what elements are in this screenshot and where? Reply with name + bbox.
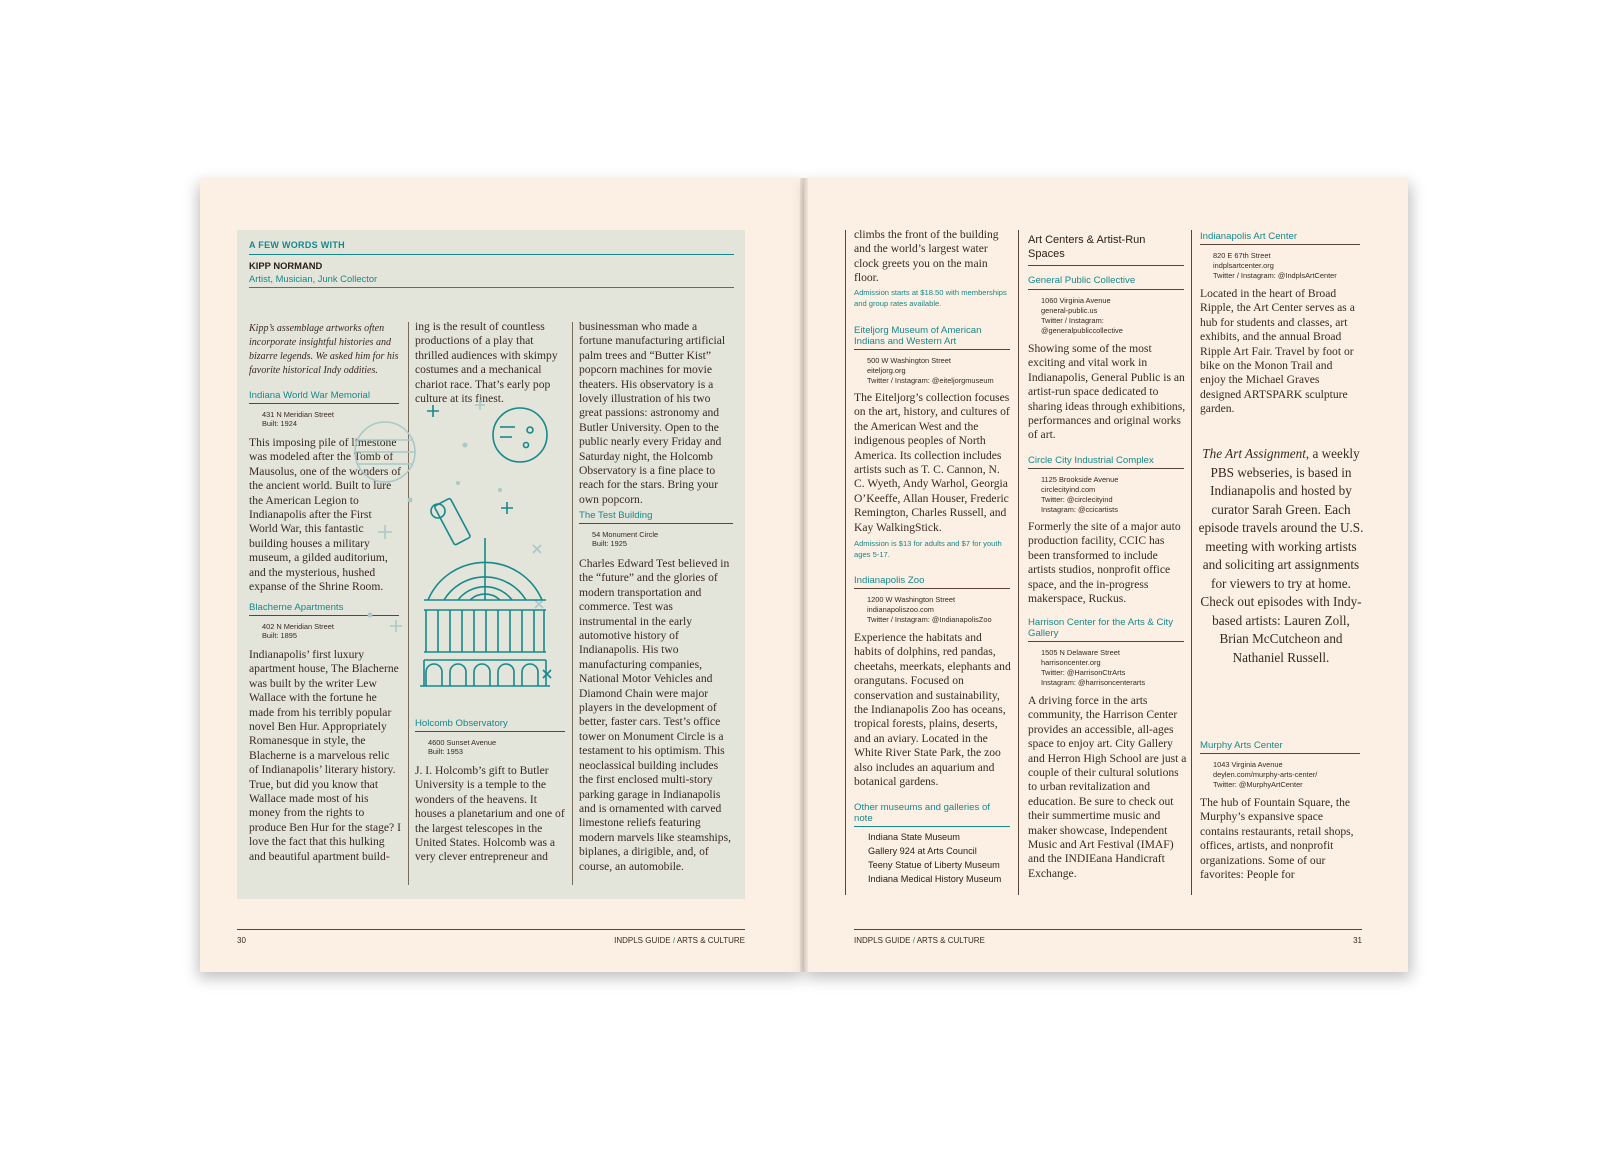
entry-built: Built: 1925 bbox=[592, 539, 627, 548]
venue-twitter: Twitter: @HarrisonCtrArts bbox=[1041, 668, 1126, 677]
column-3-continued-text: businessman who made a fortune manufacturing artificial palm trees and “Butter Kist” popcorn machines for movie theaters. His observatory is a lovely illustration of his two great passions: astronomy and Butler University. Open to the public nearly every Friday and Saturday night, the Holcomb Observatory is a fine place to reach for the stars. Bring your own popcorn. bbox=[579, 320, 726, 506]
venue-social: Twitter / Instagram: @eiteljorgmuseum bbox=[867, 376, 994, 385]
venue-address: 1200 W Washington Street bbox=[867, 595, 956, 604]
column-rule bbox=[1018, 230, 1019, 895]
venue-instagram: Instagram: @harrisoncenterarts bbox=[1041, 678, 1146, 687]
running-footer bbox=[854, 936, 985, 945]
venue-info bbox=[867, 356, 994, 386]
venue-rule bbox=[1200, 244, 1360, 245]
venue-text: Showing some of the most exciting and vital work in Indianapolis, General Public is an artist-run space dedicated to sharing ideas through exhibitions, performances and original works of art. bbox=[1028, 342, 1186, 442]
running-footer-section: ARTS & CULTURE bbox=[916, 936, 985, 945]
venue-title: Circle City Industrial Complex bbox=[1028, 455, 1154, 466]
entry-built: Built: 1924 bbox=[262, 419, 297, 428]
entry-text: Charles Edward Test believed in the “future” and the glories of modern transportation and commerce. Test was instrumental in the early automotive history of Indianapolis. His two manufacturing companies, National Motor Vehicles and Diamond Chain were major players in the development of better, faster cars. Test’s office tower on Monument Circle is a testament to his optimism. This neoclassical building includes the first enclosed multi-story parking garage in Indianapolis and is ornamented with carved limestone reliefs featuring modern marvels like steamships, biplanes, a dirigible, and, of course, an automobile. bbox=[579, 557, 731, 873]
venue-title: Eiteljorg Museum of American Indians and Western Art bbox=[854, 325, 982, 347]
venue-rule bbox=[1200, 753, 1360, 754]
entry-title: Holcomb Observatory bbox=[415, 718, 508, 729]
list-item: Indiana Medical History Museum bbox=[868, 874, 1002, 884]
venue-rule bbox=[1028, 289, 1184, 290]
page-number: 31 bbox=[1353, 936, 1362, 945]
book-gutter bbox=[800, 178, 808, 972]
venue-address: 820 E 67th Street bbox=[1213, 251, 1271, 260]
pull-quote bbox=[1198, 445, 1364, 667]
entry-built: Built: 1953 bbox=[428, 747, 463, 756]
sidebar-kicker: A FEW WORDS WITH bbox=[249, 240, 345, 250]
venue-website: indianapoliszoo.com bbox=[867, 605, 934, 614]
venue-website: eiteljorg.org bbox=[867, 366, 906, 375]
entry-text: This imposing pile of limestone was modeled after the Tomb of Mausolus, one of the wonders of the ancient world. Built to lure the American Legion to Indianapolis after the First World War, this fantastic building houses a military museum, a gilded auditorium, and the mysterious, hushed expanse of the Shrine Room. bbox=[249, 436, 401, 594]
entry-address: 402 N Meridian Street bbox=[262, 622, 334, 631]
entry-title: Indiana World War Memorial bbox=[249, 390, 371, 401]
page-number: 30 bbox=[237, 936, 246, 945]
venue-website: general-public.us bbox=[1041, 306, 1098, 315]
venue-social: Twitter / Instagram: @IndianapolisZoo bbox=[867, 615, 992, 624]
venue-info bbox=[867, 595, 992, 625]
list-item: Teeny Statue of Liberty Museum bbox=[868, 860, 1000, 870]
venue-rule bbox=[1028, 468, 1184, 469]
venue-info bbox=[1213, 251, 1337, 281]
name-rule bbox=[249, 287, 734, 288]
entry-built: Built: 1895 bbox=[262, 631, 297, 640]
entry-address: 4600 Sunset Avenue bbox=[428, 738, 497, 747]
entry-text: J. I. Holcomb’s gift to Butler University is a temple to the wonders of the heavens. It houses a planetarium and one of the largest telescopes in the United States. Holcomb was a very clever entrepreneur and bbox=[415, 764, 565, 864]
column-rule bbox=[1191, 230, 1192, 895]
venue-address: 1043 Virginia Avenue bbox=[1213, 760, 1283, 769]
venue-social: Twitter / Instagram: @IndplsArtCenter bbox=[1213, 271, 1337, 280]
venue-text: The hub of Fountain Square, the Murphy’s expansive space contains restaurants, retail shops, offices, artists, and nonprofit organizations. Some of our favorites: People for bbox=[1200, 796, 1354, 882]
venue-text: The Eiteljorg’s collection focuses on the art, history, and cultures of the American West and the indigenous peoples of North America. Its collection includes artists such as T. C. Cannon, N. C. Wyeth, Andy Warhol, Georgia O’Keeffe, Allan Houser, Frederic Remington, Charles Russell, and Kay WalkingStick. bbox=[854, 391, 1010, 534]
venue-rule bbox=[1028, 641, 1184, 642]
other-museums-title: Other museums and galleries of note bbox=[854, 802, 990, 824]
entry-text: Indianapolis’ first luxury apartment house, The Blacherne was built by the writer Lew Wallace with the fortune he made from his terribly popular novel Ben Hur. Appropriately Romanesque in style, the Blacherne is a marvelous relic of Indianapolis’ literary history. True, but did you know that Wallace made most of his money from the rights to produce Ben Hur for the stage? I love the fact that this hulking and beautiful apartment build- bbox=[249, 648, 401, 863]
venue-title: General Public Collective bbox=[1028, 275, 1136, 286]
running-footer-guide: INDPLS GUIDE bbox=[614, 936, 671, 945]
venue-address: 500 W Washington Street bbox=[867, 356, 951, 365]
running-footer-slash: / bbox=[912, 936, 915, 945]
entry-rule bbox=[415, 731, 565, 732]
venue-title: Murphy Arts Center bbox=[1200, 740, 1283, 751]
venue-website: indplsartcenter.org bbox=[1213, 261, 1274, 270]
entry-title: Blacherne Apartments bbox=[249, 602, 344, 613]
running-footer-section: ARTS & CULTURE bbox=[676, 936, 745, 945]
sidebar-intro: Kipp’s assemblage artworks often incorporate insightful histories and bizarre legends. We asked him for his favorite historical Indy oddities. bbox=[249, 323, 399, 376]
venue-website: deylen.com/murphy-arts-center/ bbox=[1213, 770, 1318, 779]
column-2-continued-text: ing is the result of countless productions of a play that thrilled audiences with skimpy costumes and a mechanical chariot race. That’s early pop culture at its finest. bbox=[415, 320, 558, 406]
venue-text: A driving force in the arts community, the Harrison Center provides an accessible, all-ages space to enjoy art. City Gallery and Herron High School are just a couple of their cultural solutions to urban revitalization and education. Be sure to check out their summertime music and maker showcase, Independent Music and Art Festival (IMAF) and the INDIEana Handicraft Exchange. bbox=[1028, 694, 1187, 880]
venue-info bbox=[1041, 296, 1123, 336]
venue-twitter: Twitter: @circlecityind bbox=[1041, 495, 1113, 504]
interviewee-name: KIPP NORMAND bbox=[249, 260, 323, 271]
running-footer bbox=[600, 936, 745, 945]
list-item: Indiana State Museum bbox=[868, 832, 960, 842]
venue-text: Formerly the site of a major auto production facility, CCIC has been transformed to include artists studios, nonprofit office space, and the in-progress makerspace, Ruckus. bbox=[1028, 520, 1181, 606]
observatory-illustration bbox=[340, 390, 580, 720]
footer-rule bbox=[854, 929, 1362, 930]
section-title: Art Centers & Artist-Run Spaces bbox=[1028, 234, 1146, 260]
venue-address: 1125 Brookside Avenue bbox=[1041, 475, 1119, 484]
venue-text: Experience the habitats and habits of dolphins, red pandas, cheetahs, meerkats, elephants and orangutans. Focused on conservation and sustainability, the Indianapolis Zoo has oceans, tropical forests, plains, deserts, and an aviary. Located in the White River State Park, the zoo also includes an aquarium and botanical gardens. bbox=[854, 631, 1011, 789]
venue-social: Twitter / Instagram: bbox=[1041, 316, 1104, 325]
running-footer-slash: / bbox=[672, 936, 676, 945]
venue-address: 1060 Virginia Avenue bbox=[1041, 296, 1111, 305]
venue-title: Indianapolis Art Center bbox=[1200, 231, 1298, 242]
venue-rule bbox=[854, 588, 1010, 589]
pull-quote-series-title: The Art Assignment bbox=[1202, 446, 1306, 461]
venue-website: circlecityind.com bbox=[1041, 485, 1096, 494]
other-museums-rule bbox=[854, 826, 1010, 827]
list-item: Gallery 924 at Arts Council bbox=[868, 846, 977, 856]
venue-social: Twitter: @MurphyArtCenter bbox=[1213, 780, 1303, 789]
venue-rule bbox=[854, 349, 1010, 350]
interviewee-role: Artist, Musician, Junk Collector bbox=[249, 273, 378, 284]
admission-note: Admission is $13 for adults and $7 for youth ages 5-17. bbox=[854, 539, 1002, 559]
venue-info bbox=[1041, 475, 1118, 515]
venue-title: Indianapolis Zoo bbox=[854, 575, 925, 586]
continued-text: climbs the front of the building and the world’s largest water clock greets you on the main floor. bbox=[854, 228, 999, 285]
pull-quote-text: , a weekly PBS webseries, is based in Indianapolis and hosted by curator Sarah Green. Each episode travels around the U.S. meeting with working artists and soliciting art assignments for viewers to try at home. Check out episodes with Indy-based artists: Lauren Zoll, Brian McCutcheon and Nathaniel Russell. bbox=[1198, 446, 1364, 665]
venue-social-handle: @generalpubliccollective bbox=[1041, 326, 1123, 335]
other-museums-list bbox=[868, 830, 1018, 886]
venue-info bbox=[1041, 648, 1145, 688]
venue-website: harrisoncenter.org bbox=[1041, 658, 1101, 667]
entry-address: 54 Monument Circle bbox=[592, 530, 659, 539]
venue-address: 1505 N Delaware Street bbox=[1041, 648, 1120, 657]
section-rule bbox=[1028, 265, 1184, 266]
venue-instagram: Instagram: @ccicartists bbox=[1041, 505, 1118, 514]
running-footer-guide: INDPLS GUIDE bbox=[854, 936, 911, 945]
column-rule bbox=[845, 230, 846, 895]
kicker-rule bbox=[249, 254, 734, 255]
entry-address: 431 N Meridian Street bbox=[262, 410, 334, 419]
venue-text: Located in the heart of Broad Ripple, the Art Center serves as a hub for students and classes, art exhibits, and the annual Broad Ripple Art Fair. Travel by foot or bike on the Monon Trail and enjoy the Michael Graves designed ARTSPARK sculpture garden. bbox=[1200, 287, 1355, 416]
admission-note: Admission starts at $18.50 with memberships and group rates available. bbox=[854, 288, 1007, 308]
venue-info bbox=[1213, 760, 1317, 790]
venue-title: Harrison Center for the Arts & City Gallery bbox=[1028, 617, 1174, 639]
entry-title: The Test Building bbox=[579, 510, 653, 521]
footer-rule bbox=[237, 929, 745, 930]
entry-rule bbox=[579, 523, 733, 524]
